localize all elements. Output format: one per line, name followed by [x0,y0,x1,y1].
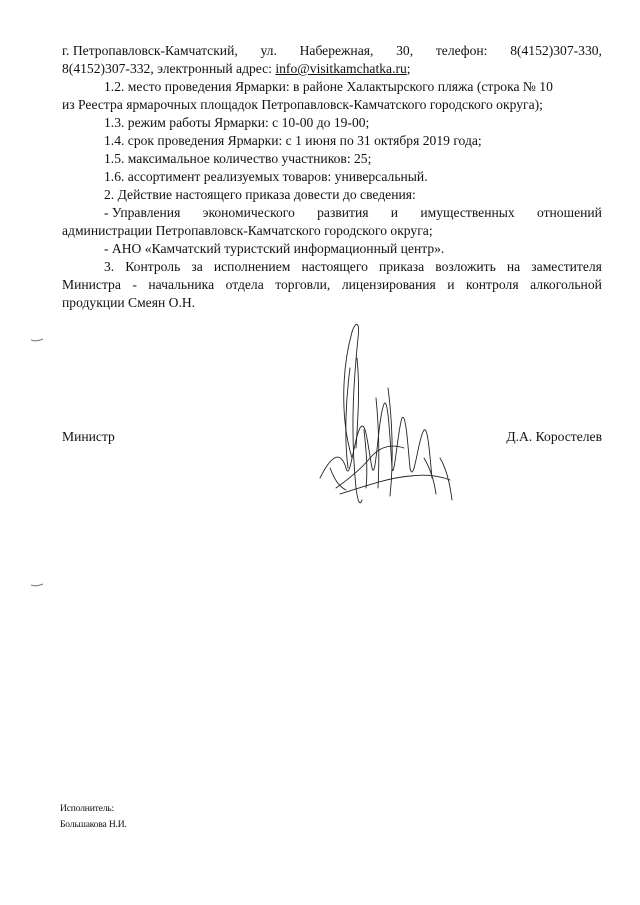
executor-label: Исполнитель: [60,803,114,814]
recipient-1-line-1 [62,204,602,222]
item-1-5: 1.5. максимальное количество участников: 25; [104,151,372,166]
recipient-2: - АНО «Камчатский туристский информационный центр». [104,241,445,256]
executor-block [60,801,127,833]
word: развития [317,205,369,220]
word: отдела [225,277,264,292]
word: ул. [260,43,277,58]
address-line-2-suffix: ; [406,61,411,76]
margin-mark [30,337,44,343]
email-link[interactable]: info@visitkamchatka.ru [275,61,407,76]
word: заместителя [531,259,602,274]
document-body [62,42,602,312]
word: и [447,277,455,292]
item-1-2-line-2: из Реестра ярмарочных площадок Петропавловск-Камчатского городского округа); [62,97,543,112]
handwritten-signature [300,318,470,518]
item-3-line-1 [62,258,602,276]
word: Набережная, [299,43,374,58]
word: возложить [435,259,496,274]
signatory-name: Д.А. Коростелев [506,429,602,444]
word: торговли, [275,277,331,292]
item-1-4: 1.4. срок проведения Ярмарки: с 1 июня по 31 октября 2019 года; [104,133,482,148]
word: 30, [396,43,414,58]
word: и [390,205,399,220]
item-1-6: 1.6. ассортимент реализуемых товаров: универсальный. [104,169,428,184]
word: экономического [202,205,295,220]
word: Министра [62,277,121,292]
item-1-3: 1.3. режим работы Ярмарки: с 10-00 до 19-00; [104,115,370,130]
word: лицензирования [341,277,436,292]
word: контроля [466,277,519,292]
item-2: 2. Действие настоящего приказа довести до сведения: [104,187,416,202]
word: на [506,259,521,274]
word: имущественных [420,205,515,220]
word: 3. [104,259,115,274]
address-line-2-prefix: 8(4152)307-332, электронный адрес: [62,61,276,76]
word: исполнением [213,259,291,274]
recipient-1-line-2: администрации Петропавловск-Камчатского городского округа; [62,223,433,238]
address-line-1 [62,42,602,60]
word: Контроль [125,259,181,274]
address-line-2 [62,60,602,78]
item-3-line-3: продукции Смеян О.Н. [62,295,196,310]
word: 8(4152)307-330, [510,43,602,58]
word: начальника [148,277,215,292]
word: - [132,277,137,292]
word: за [191,259,203,274]
word: - Управления [104,205,181,220]
margin-mark [30,582,44,588]
word: г. Петропавловск-Камчатский, [62,43,238,58]
word: алкогольной [530,277,602,292]
item-1-2-line-1: 1.2. место проведения Ярмарки: в районе Халактырского пляжа (строка № 10 [104,79,553,94]
executor-name: Большакова Н.И. [60,819,127,830]
word: настоящего [301,259,368,274]
item-3-line-2 [62,276,602,294]
word: телефон: [435,43,488,58]
word: отношений [536,205,602,220]
signatory-title: Министр [62,429,115,444]
word: приказа [378,259,425,274]
